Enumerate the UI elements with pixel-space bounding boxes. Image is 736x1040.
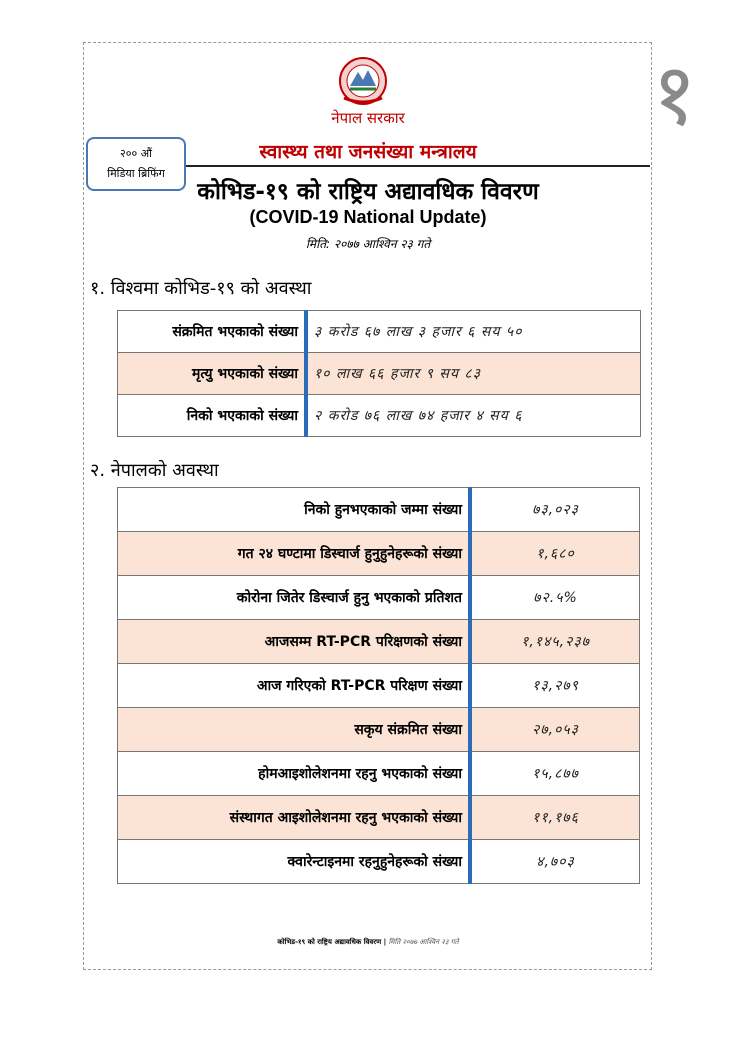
table-row [118,353,641,395]
row-value: ११,१७६ [470,796,640,840]
footer-date: मिति २०७७ आश्विन २३ गते [388,938,459,946]
row-value: १५,८७७ [470,752,640,796]
table-row [118,664,640,708]
table-row [118,311,641,353]
row-value: ४,७०३ [470,840,640,884]
briefing-number: २०० औं [120,147,152,160]
world-status-table [117,310,641,437]
page-title: कोभिड-१९ को राष्ट्रिय अद्यावधिक विवरण [197,179,539,205]
row-label: मृत्यु भएकाको संख्या [118,353,307,395]
table-row [118,840,640,884]
table-row [118,796,640,840]
table-row [118,708,640,752]
table-row [118,395,641,437]
row-value: ३ करोड ६७ लाख ३ हजार ६ सय ५० [306,311,641,353]
row-label: सकृय संक्रमित संख्या [118,708,471,752]
row-label: निको भएकाको संख्या [118,395,307,437]
row-label: संस्थागत आइशोलेशनमा रहनु भएकाको संख्या [118,796,471,840]
row-label: आज गरिएको RT-PCR परिक्षण संख्या [118,664,471,708]
nepal-emblem-icon [338,56,388,106]
row-value: १३,२७९ [470,664,640,708]
row-value: २ करोड ७६ लाख ७४ हजार ४ सय ६ [306,395,641,437]
ministry-name: स्वास्थ्य तथा जनसंख्या मन्त्रालय [259,141,477,163]
table-row [118,488,640,532]
row-value: ७३,०२३ [470,488,640,532]
header-divider [186,165,650,167]
row-value: ७२.५% [470,576,640,620]
row-label: गत २४ घण्टामा डिस्चार्ज हुनुहुनेहरूको संख्या [118,532,471,576]
row-label: क्वारेन्टाइनमा रहनुहुनेहरूको संख्या [118,840,471,884]
briefing-label: मिडिया ब्रिफिंग [107,167,165,180]
row-label: आजसम्म RT-PCR परिक्षणको संख्या [118,620,471,664]
row-value: १,१४५,२३७ [470,620,640,664]
government-name: नेपाल सरकार [331,109,405,127]
row-value: १० लाख ६६ हजार ९ सय ८३ [306,353,641,395]
page-footer [0,938,736,947]
table-row [118,532,640,576]
table-row [118,752,640,796]
report-date: मिति: २०७७ आश्विन २३ गते [305,237,431,251]
nepal-section-heading: २. नेपालको अवस्था [90,460,219,481]
row-value: १,६८० [470,532,640,576]
row-value: २७,०५३ [470,708,640,752]
page-title-english: (COVID-19 National Update) [249,207,487,227]
row-label: संक्रमित भएकाको संख्या [118,311,307,353]
nepal-status-table [117,487,640,884]
row-label: कोरोना जितेर डिस्चार्ज हुनु भएकाको प्रतिशत [118,576,471,620]
page-number: १ [652,45,697,145]
footer-title: कोभिड-१९ को राष्ट्रिय अद्यावधिक विवरण | [277,938,387,946]
table-row [118,576,640,620]
row-label: होमआइशोलेशनमा रहनु भएकाको संख्या [118,752,471,796]
row-label: निको हुनभएकाको जम्मा संख्या [118,488,471,532]
world-section-heading: १. विश्वमा कोभिड-१९ को अवस्था [90,278,312,299]
table-row [118,620,640,664]
